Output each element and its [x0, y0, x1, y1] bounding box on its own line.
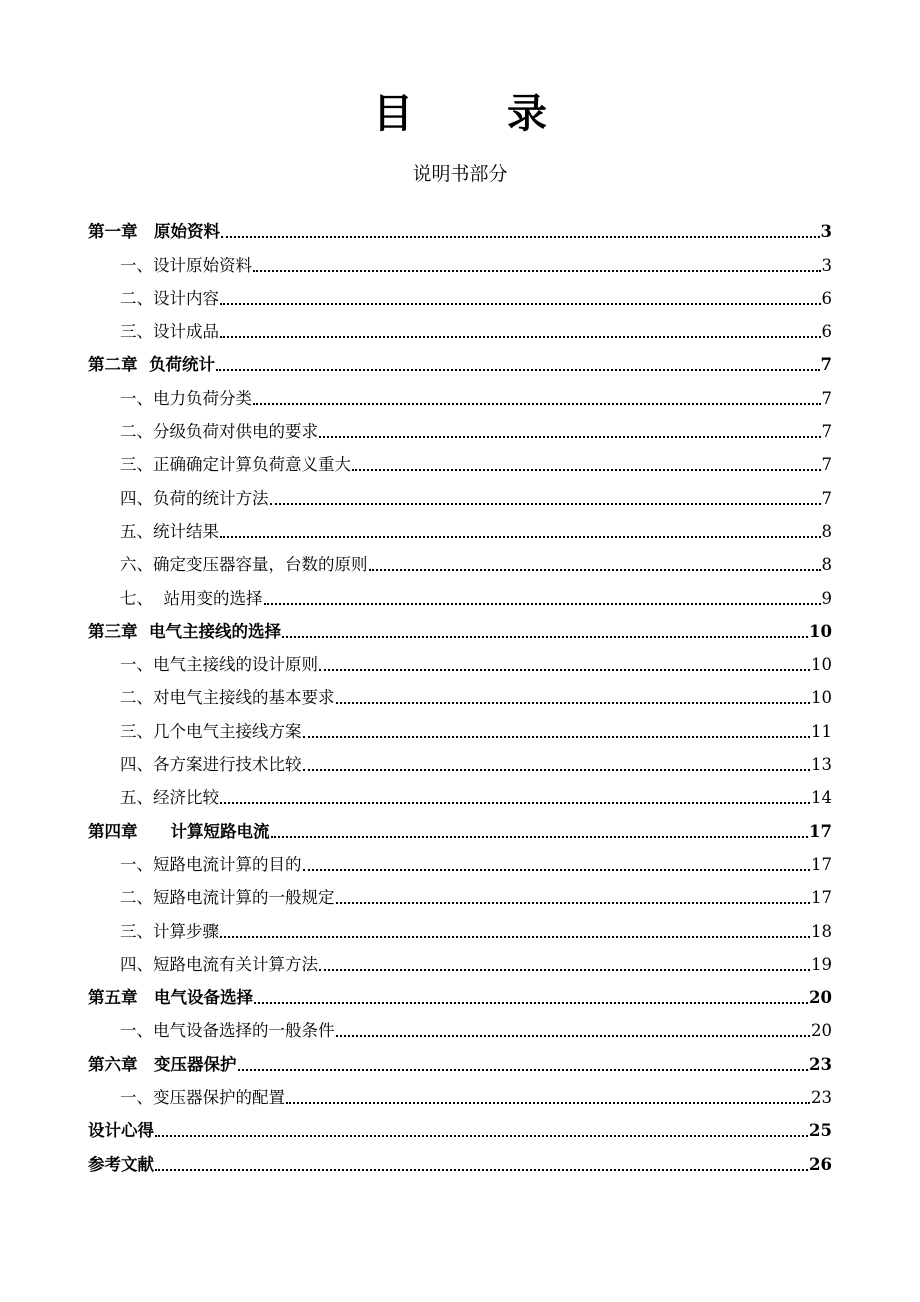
toc-entry-label: 参考文献: [88, 1154, 154, 1174]
toc-entry-label: 二、设计内容: [120, 288, 219, 308]
toc-section-entry[interactable]: [88, 676, 832, 709]
dot-leader: [253, 403, 821, 405]
toc-entry-label: 三、计算步骤: [120, 921, 219, 941]
toc-entry-label: 三、几个电气主接线方案: [120, 721, 302, 741]
toc-chapter-entry[interactable]: [88, 610, 832, 643]
toc-page-number: 20: [811, 1021, 832, 1041]
toc-entry-label: 四、短路电流有关计算方法: [120, 954, 318, 974]
toc-chapter-entry[interactable]: [88, 976, 832, 1009]
toc-section-entry[interactable]: [88, 410, 832, 443]
dot-leader: [220, 336, 821, 338]
toc-page-number: 17: [811, 888, 832, 908]
toc-page-number: 18: [811, 921, 832, 941]
toc-entry-label: 一、设计原始资料: [120, 255, 252, 275]
toc-section-entry[interactable]: [88, 909, 832, 942]
toc-page-number: 7: [821, 422, 832, 442]
toc-section-entry[interactable]: [88, 376, 832, 409]
toc-entry-label: 一、短路电流计算的目的: [120, 854, 302, 874]
toc-entry-label: 二、短路电流计算的一般规定: [120, 888, 335, 908]
toc-section-entry[interactable]: [88, 576, 832, 609]
toc-chapter-entry[interactable]: [88, 1042, 832, 1075]
toc-chapter-entry[interactable]: [88, 1142, 832, 1175]
dot-leader: [369, 569, 821, 571]
toc-entry-label: 第三章 电气主接线的选择: [88, 621, 281, 641]
dot-leader: [220, 303, 821, 305]
toc-section-entry[interactable]: [88, 843, 832, 876]
toc-entry-label: 三、正确确定计算负荷意义重大: [120, 455, 351, 475]
toc-entry-label: 第四章 计算短路电流: [88, 821, 270, 841]
toc-section-entry[interactable]: [88, 743, 832, 776]
dot-leader: [336, 702, 811, 704]
dot-leader: [238, 1069, 809, 1071]
toc-entry-label: 二、对电气主接线的基本要求: [120, 688, 335, 708]
toc-section-entry[interactable]: [88, 709, 832, 742]
toc-page-number: 10: [811, 688, 832, 708]
toc-entry-label: 第二章 负荷统计: [88, 355, 215, 375]
dot-leader: [155, 1135, 808, 1137]
toc-page-number: 11: [811, 721, 832, 741]
dot-leader: [271, 836, 809, 838]
dot-leader: [352, 469, 821, 471]
toc-section-entry[interactable]: [88, 876, 832, 909]
toc-page-number: 3: [821, 255, 832, 275]
toc-page-number: 7: [821, 455, 832, 475]
dot-leader: [270, 503, 821, 505]
dot-leader: [303, 736, 811, 738]
toc-page-number: 7: [821, 388, 832, 408]
dot-leader: [221, 236, 820, 238]
toc-section-entry[interactable]: [88, 277, 832, 310]
dot-leader: [319, 436, 821, 438]
dot-leader: [319, 969, 810, 971]
toc-page-number: 26: [809, 1154, 832, 1174]
toc-section-entry[interactable]: [88, 943, 832, 976]
toc-entry-label: 五、经济比较: [120, 788, 219, 808]
toc-page-number: 8: [821, 555, 832, 575]
toc-entry-label: 三、设计成品: [120, 322, 219, 342]
toc-section-entry[interactable]: [88, 243, 832, 276]
dot-leader: [220, 802, 810, 804]
toc-page-number: 7: [821, 488, 832, 508]
toc-chapter-entry[interactable]: [88, 343, 832, 376]
toc-page-number: 6: [821, 288, 832, 308]
toc-page-number: 14: [811, 788, 832, 808]
toc-entry-label: 第一章 原始资料: [88, 222, 220, 242]
toc-page-number: 19: [811, 954, 832, 974]
toc-section-entry[interactable]: [88, 1009, 832, 1042]
dot-leader: [336, 1035, 811, 1037]
toc-section-entry[interactable]: [88, 443, 832, 476]
toc-page-number: 17: [809, 821, 832, 841]
dot-leader: [220, 936, 810, 938]
toc-section-entry[interactable]: [88, 310, 832, 343]
toc-section-entry[interactable]: [88, 476, 832, 509]
toc-entry-label: 一、电气设备选择的一般条件: [120, 1021, 335, 1041]
toc-page-number: 10: [811, 655, 832, 675]
toc-section-entry[interactable]: [88, 776, 832, 809]
toc-section-entry[interactable]: [88, 543, 832, 576]
toc-chapter-entry[interactable]: [88, 809, 832, 842]
toc-entry-label: 二、分级负荷对供电的要求: [120, 422, 318, 442]
toc-entry-label: 一、变压器保护的配置: [120, 1088, 285, 1108]
toc-entry-label: 一、电力负荷分类: [120, 388, 252, 408]
toc-page-number: 13: [811, 755, 832, 775]
toc-page-number: 23: [811, 1088, 832, 1108]
dot-leader: [216, 369, 820, 371]
toc-page-number: 3: [820, 222, 832, 242]
dot-leader: [282, 636, 808, 638]
toc-page-number: 7: [820, 355, 832, 375]
toc-entry-label: 一、电气主接线的设计原则: [120, 655, 318, 675]
toc-entry-label: 设计心得: [88, 1121, 154, 1141]
toc-chapter-entry[interactable]: [88, 210, 832, 243]
toc-entry-label: 七、 站用变的选择: [120, 588, 263, 608]
dot-leader: [319, 669, 810, 671]
toc-page-number: 17: [811, 854, 832, 874]
toc-page-number: 6: [821, 322, 832, 342]
dot-leader: [336, 902, 811, 904]
dot-leader: [286, 1102, 810, 1104]
dot-leader: [254, 1002, 808, 1004]
page-subtitle: 说明书部分: [412, 163, 508, 185]
toc-section-entry[interactable]: [88, 510, 832, 543]
toc-entry-label: 六、确定变压器容量，台数的原则: [120, 555, 368, 575]
toc-chapter-entry[interactable]: [88, 1109, 832, 1142]
toc-entry-label: 四、负荷的统计方法: [120, 488, 269, 508]
toc-entry-label: 第五章 电气设备选择: [88, 988, 253, 1008]
dot-leader: [155, 1169, 808, 1171]
toc-page-number: 9: [821, 588, 832, 608]
toc-page-number: 10: [809, 621, 832, 641]
dot-leader: [264, 603, 821, 605]
toc-entry-label: 五、统计结果: [120, 521, 219, 541]
dot-leader: [220, 536, 821, 538]
dot-leader: [303, 869, 811, 871]
toc-page-number: 23: [809, 1054, 832, 1074]
toc-entry-label: 四、各方案进行技术比较: [120, 755, 302, 775]
toc-section-entry[interactable]: [88, 1076, 832, 1109]
toc-page-number: 8: [821, 521, 832, 541]
dot-leader: [253, 270, 821, 272]
toc-section-entry[interactable]: [88, 643, 832, 676]
toc-entry-label: 第六章 变压器保护: [88, 1054, 237, 1074]
toc-page-number: 20: [809, 988, 832, 1008]
table-of-contents: [88, 210, 832, 1176]
toc-page-number: 25: [809, 1121, 832, 1141]
page-title: 目 录: [373, 90, 587, 137]
dot-leader: [303, 769, 811, 771]
